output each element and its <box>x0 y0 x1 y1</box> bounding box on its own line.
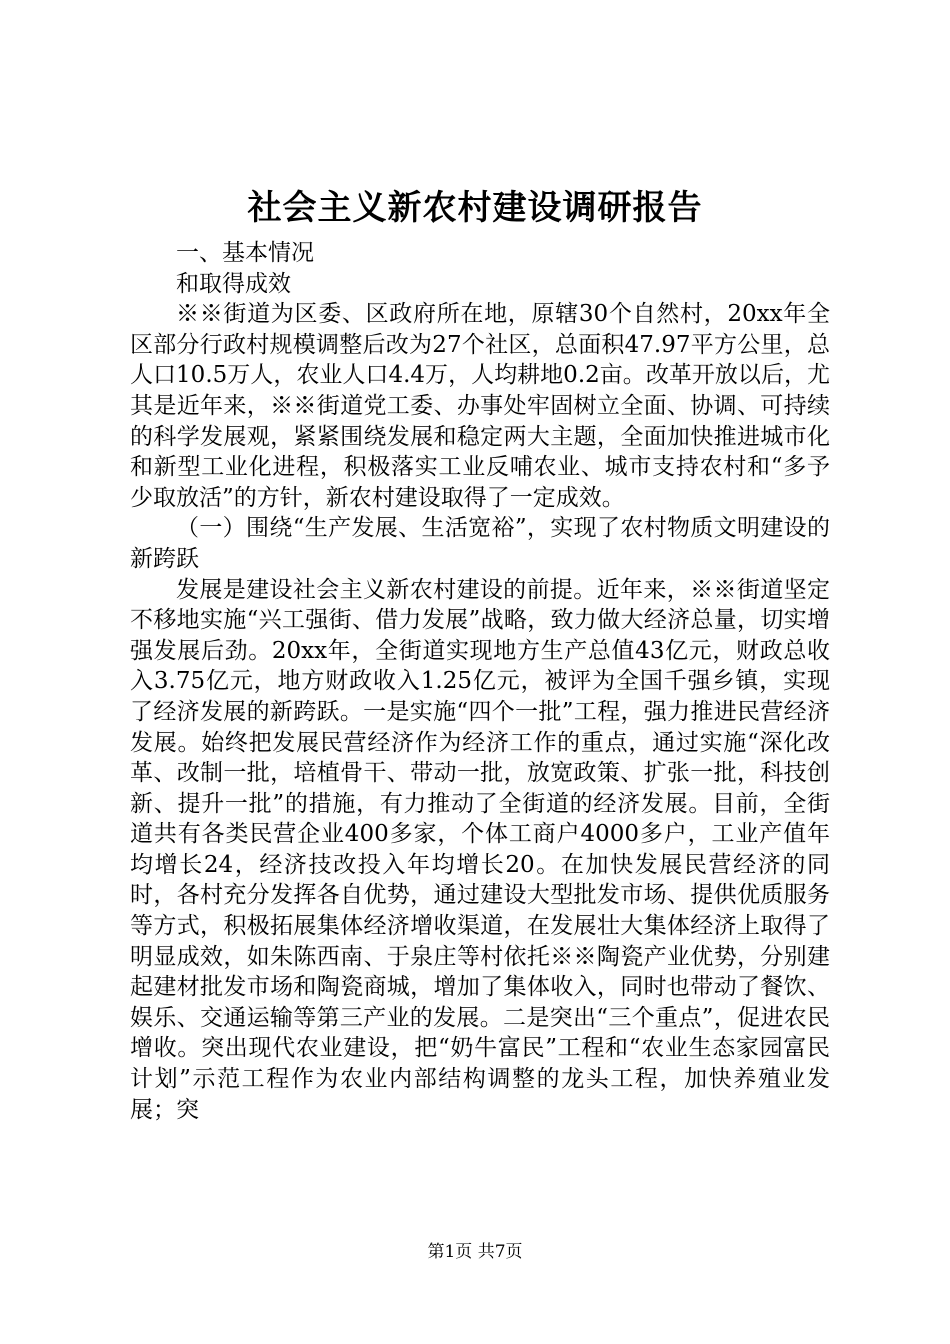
subsection-heading: （一）围绕“生产发展、生活宽裕”，实现了农村物质文明建设的新跨跃 <box>130 515 830 572</box>
section-heading: 一、基本情况 <box>176 240 314 266</box>
page-number: 第1页 共7页 <box>427 1242 523 1262</box>
paragraph: ※※街道为区委、区政府所在地，原辖30个自然村，20xx年全区部分行政村规模调整后改为27个社区，总面积47.97平方公里，总人口10.5万人，农业人口4.4万，人均耕地0.2亩。改革开放以后，尤其是近年来，※※街道党工委、办事处牢固树立全面、协调、可持续的科学发展观，紧紧围绕发展和稳定两大主题，全面加快推进城市化和新型工业化进程，积极落实工业反哺农业、城市支持农村和“多予少取放活”的方针，新农村建设取得了一定成效。 <box>130 301 830 511</box>
paragraph: 发展是建设社会主义新农村建设的前提。近年来，※※街道坚定不移地实施“兴工强街、借力发展”战略，致力做大经济总量，切实增强发展后劲。20xx年，全街道实现地方生产总值43亿元，财政总收入3.75亿元，地方财政收入1.25亿元，被评为全国千强乡镇，实现了经济发展的新跨跃。一是实施“四个一批”工程，强力推进民营经济发展。始终把发展民营经济作为经济工作的重点，通过实施“深化改革、改制一批，培植骨干、带动一批，放宽政策、扩张一批，科技创新、提升一批”的措施，有力推动了全街道的经济发展。目前，全街道共有各类民营企业400多家，个体工商户4000多户，工业产值年均增长24，经济技改投入年均增长20。在加快发展民营经济的同时，各村充分发挥各自优势，通过建设大型批发市场、提供优质服务等方式，积极拓展集体经济增收渠道，在发展壮大集体经济上取得了明显成效，如朱陈西南、于泉庄等村依托※※陶瓷产业优势，分别建起建材批发市场和陶瓷商城，增加了集体收入，同时也带动了餐饮、娱乐、交通运输等第三产业的发展。二是突出“三个重点”，促进农民增收。突出现代农业建设，把“奶牛富民”工程和“农业生态家园富民计划”示范工程作为农业内部结构调整的龙头工程，加快养殖业发展；突 <box>130 576 830 1123</box>
section-heading-continued: 和取得成效 <box>176 270 291 297</box>
document-title: 社会主义新农村建设调研报告 <box>247 188 703 228</box>
document-body <box>130 238 830 1125</box>
